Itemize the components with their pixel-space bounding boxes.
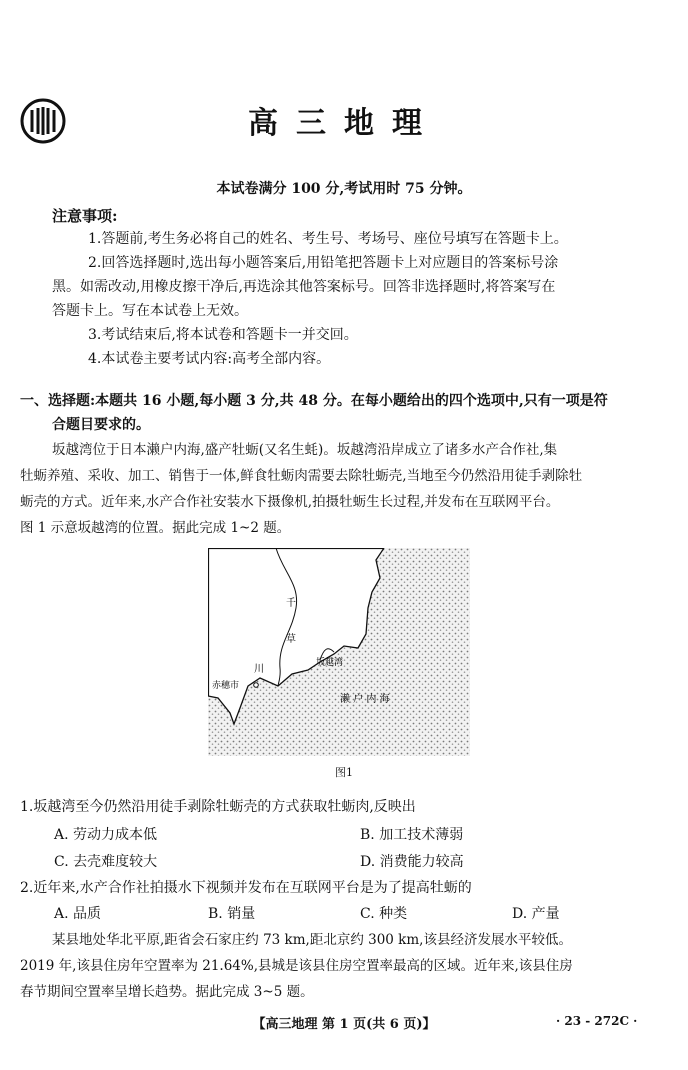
option-a: A. 劳动力成本低 (54, 827, 158, 843)
question-stem: 1.坂越湾至今仍然沿用徒手剥除牡蛎壳的方式获取牡蛎肉,反映出 (20, 799, 416, 815)
question-stem: 2.近年来,水产合作社拍摄水下视频并发布在互联网平台是为了提高牡蛎的 (20, 880, 472, 896)
notice-heading: 注意事项: (52, 207, 118, 225)
map-label-city: 赤穗市 (212, 681, 240, 691)
passage-line: 某县地处华北平原,距省会石家庄约 73 km,距北京约 300 km,该县经济发展水平较低。 (52, 932, 572, 948)
option-b: B. 加工技术薄弱 (360, 827, 464, 843)
passage-line: 坂越湾位于日本濑户内海,盛产牡蛎(又名生蚝)。坂越湾沿岸成立了诸多水产合作社,集 (52, 442, 558, 458)
passage-line: 2019 年,该县住房年空置率为 21.64%,县城是该县住房空置率最高的区域。近年来,该县住房 (20, 958, 573, 974)
map-label-qian: 千 (286, 598, 296, 609)
section-title-cont: 合题目要求的。 (52, 417, 150, 433)
map-label-bay: 坂越湾 (316, 658, 344, 668)
exam-code: · 23 - 272C · (556, 1014, 638, 1028)
city-marker (254, 683, 259, 688)
notice-line: 1.答题前,考生务必将自己的姓名、考生号、考场号、座位号填写在答题卡上。 (88, 231, 568, 247)
page-title: 高三地理 (248, 106, 440, 141)
option-a: A. 品质 (54, 906, 102, 922)
notice-line: 2.回答选择题时,选出每小题答案后,用铅笔把答题卡上对应题目的答案标号涂 (88, 255, 559, 271)
option-d: D. 消费能力较高 (360, 854, 464, 870)
map-figure (208, 548, 470, 756)
map-label-cao: 草 (286, 634, 296, 645)
map-label-chuan: 川 (254, 664, 264, 675)
notice-line: 答题卡上。写在本试卷上无效。 (52, 303, 248, 319)
option-d: D. 产量 (512, 906, 560, 922)
passage-line: 图 1 示意坂越湾的位置。据此完成 1~2 题。 (20, 520, 291, 536)
page-footer: 【高三地理 第 1 页(共 6 页)】 (252, 1017, 436, 1032)
passage-line: 牡蛎养殖、采收、加工、销售于一体,鲜食牡蛎肉需要去除牡蛎壳,当地至今仍然沿用徒手剥除牡 (20, 468, 583, 484)
notice-line: 3.考试结束后,将本试卷和答题卡一并交回。 (88, 327, 358, 343)
passage-line: 蛎壳的方式。近年来,水产合作社安装水下摄像机,拍摄牡蛎生长过程,并发布在互联网平台。 (20, 494, 560, 510)
passage-line: 春节期间空置率呈增长趋势。据此完成 3~5 题。 (20, 984, 314, 1000)
figure-caption: 图1 (335, 766, 353, 779)
option-b: B. 销量 (208, 906, 256, 922)
map-label-sea: 濑 户 内 海 (340, 694, 390, 705)
option-c: C. 种类 (360, 906, 408, 922)
notice-line: 4.本试卷主要考试内容:高考全部内容。 (88, 351, 331, 367)
notice-line: 黑。如需改动,用橡皮擦干净后,再选涂其他答案标号。回答非选择题时,将答案写在 (52, 279, 556, 295)
exam-info: 本试卷满分 100 分,考试用时 75 分钟。 (216, 181, 472, 197)
option-c: C. 去壳难度较大 (54, 854, 158, 870)
section-title: 一、选择题:本题共 16 小题,每小题 3 分,共 48 分。在每小题给出的四个选项中,只有一项是符 (20, 393, 608, 409)
